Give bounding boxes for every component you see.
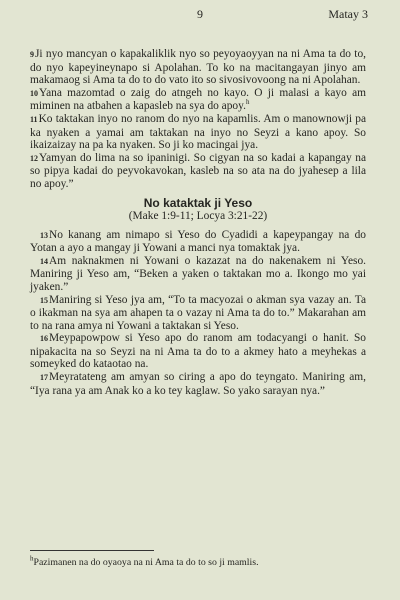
footnote <box>30 554 366 569</box>
verse-text: Maniring si Yeso jya am, “To ta macyozai o akman sya vazay an. Ta o ikakman na sya am ahapen ta o vazay ni Ama ta do to.” Makarahan am to na rana amya ni Yowani a taktakan si Yeso. <box>30 293 366 332</box>
verse-number: 16 <box>40 334 48 344</box>
verse-text: Yamyan do lima na so ipaninigi. So cigyan na so kadai a kapangay na so pipya kadai do peyvokavokan, kasleb na so ata na do jyahesep a lila no apoy.” <box>30 151 366 190</box>
body-text <box>30 48 366 397</box>
footnote-text: Pazimanen na do oyaoya na ni Ama ta do to so ji mamlis. <box>33 557 259 568</box>
footnote-divider <box>30 550 154 551</box>
verse-number: 11 <box>30 114 38 124</box>
verse-text: No kanang am nimapo si Yeso do Cyadidi a kapeypangay na do Yotan a ayo a mangay ji Yowani a manci nya tomaktak jya. <box>30 228 366 255</box>
section-heading: No kataktak ji Yeso <box>143 195 253 210</box>
running-head: Matay 3 <box>328 7 368 21</box>
page-number: 9 <box>197 7 203 21</box>
verse-paragraph <box>30 294 366 333</box>
verse-paragraph <box>30 229 366 255</box>
verse-paragraph <box>30 48 366 87</box>
verse-text: Yana mazomtad o zaig do atngeh no kayo. O ji malasi a kayo am miminen na atbahen a kapasleb na sya do apoy. <box>30 86 366 113</box>
verse-number: 14 <box>40 256 48 266</box>
verse-number: 10 <box>30 88 38 98</box>
verse-number: 13 <box>40 230 48 240</box>
verse-text: Ko taktakan inyo no ranom do nyo na kapamlis. Am o manownowji pa ka nyaken a yamai am taktakan na inyo no Seyzi a kano apoy. So ikaizaizay na pa ka nyaken. So ji ko macingai jya. <box>30 112 366 152</box>
verse-number: 17 <box>40 373 48 383</box>
verse-paragraph <box>30 87 366 113</box>
verse-paragraph <box>30 152 366 191</box>
verse-text: Meyratateng am amyan so ciring a apo do teyngato. Maniring am, “Iya rana ya am Anak ko a ko tey kaglaw. So yako sarayan nya.” <box>30 371 366 397</box>
verse-text: Ji nyo mancyan o kapakaliklik nyo so peyoyaoyyan na ni Ama ta do to, do nyo kapeyineynapo si Apolahan. To ko na macitangayan jinyo am makamaog si Ama ta do to do vato ito so sivosivovoong na ni Apolahan. <box>30 48 366 87</box>
verse-number: 12 <box>30 153 38 163</box>
verse-text: Am naknakmen ni Yowani o kazazat na do nakenakem ni Yeso. Maniring ji Yeso am, “Beken a yaken o taktakan mo a. Ikongo mo yai jyaken.” <box>30 254 366 293</box>
verse-number: 15 <box>40 295 48 305</box>
verse-paragraph <box>30 332 366 371</box>
verse-paragraph <box>30 255 366 294</box>
footnote-mark: h <box>30 554 34 563</box>
verse-text: Meypapowpow si Yeso apo do ranom am todacyangi o hanit. So nipakacita na so Seyzi na ni Ama ta do to a akmey hato a meyhekas a someyked do kataotao na. <box>30 332 366 371</box>
verse-paragraph <box>30 113 366 152</box>
verse-paragraph <box>30 371 366 397</box>
parallel-references: (Make 1:9-11; Locya 3:21-22) <box>128 209 268 222</box>
footnote-reference[interactable]: h <box>245 98 250 107</box>
verse-number: 9 <box>30 50 34 59</box>
